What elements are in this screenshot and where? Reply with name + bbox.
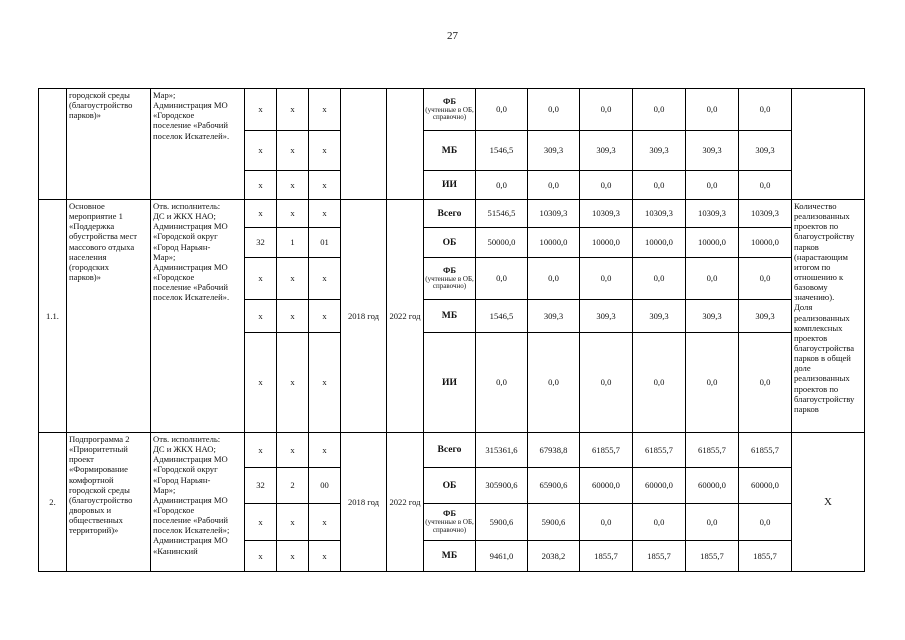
code-cell: х bbox=[309, 131, 341, 171]
value-cell: 2038,2 bbox=[528, 541, 580, 572]
code-cell: х bbox=[277, 89, 309, 131]
value-cell: 309,3 bbox=[739, 300, 792, 333]
value-cell: 60000,0 bbox=[580, 468, 633, 504]
value-cell: 0,0 bbox=[739, 89, 792, 131]
executor: Отв. исполнитель: ДС и ЖКХ НАО; Администрация МО «Городской округ «Город Нарьян- Мар»; Администрация МО «Городское поселение «Рабочий поселок Искателей»; Администрация МО «Канинский bbox=[151, 433, 245, 572]
value-cell: 0,0 bbox=[580, 258, 633, 300]
value-cell: 309,3 bbox=[739, 131, 792, 171]
value-cell: 0,0 bbox=[739, 258, 792, 300]
value-cell: 10000,0 bbox=[633, 228, 686, 258]
start-year: 2018 год bbox=[341, 433, 387, 572]
source-label: ФБ bbox=[442, 264, 457, 275]
code-cell: х bbox=[309, 200, 341, 228]
code-cell: х bbox=[245, 171, 277, 200]
code-cell: х bbox=[277, 433, 309, 468]
source-cell: Всего bbox=[424, 200, 476, 228]
code-cell: х bbox=[309, 504, 341, 541]
start-year: 2018 год bbox=[341, 200, 387, 433]
code-cell: х bbox=[245, 300, 277, 333]
value-cell: 0,0 bbox=[633, 504, 686, 541]
value-cell: 309,3 bbox=[633, 300, 686, 333]
indicator: Количество реализованных проектов по благоустройству парков (нарастающим итогом по отношению к базовому значению). Доля реализованных комплексных проектов благоустройства парков в общей доле реализованных проектов по благоустройству парков bbox=[792, 200, 865, 433]
indicator: Х bbox=[792, 433, 865, 572]
source-cell: МБ bbox=[424, 541, 476, 572]
measure-name: городской среды (благоустройство парков)» bbox=[67, 89, 151, 200]
code-cell: 2 bbox=[277, 468, 309, 504]
value-cell: 0,0 bbox=[633, 89, 686, 131]
top-row bbox=[39, 89, 865, 131]
code-cell: х bbox=[277, 300, 309, 333]
value-cell: 0,0 bbox=[580, 333, 633, 433]
source-cell: МБ bbox=[424, 300, 476, 333]
value-cell: 0,0 bbox=[580, 504, 633, 541]
source-cell bbox=[424, 504, 476, 541]
source-note: (учтенные в ОБ, справочно) bbox=[425, 105, 474, 122]
value-cell: 0,0 bbox=[528, 89, 580, 131]
value-cell: 10000,0 bbox=[686, 228, 739, 258]
code-cell: х bbox=[277, 504, 309, 541]
source-cell: ОБ bbox=[424, 228, 476, 258]
value-cell: 0,0 bbox=[476, 333, 528, 433]
value-cell: 0,0 bbox=[633, 333, 686, 433]
value-cell: 309,3 bbox=[580, 300, 633, 333]
value-cell: 1855,7 bbox=[686, 541, 739, 572]
value-cell: 65900,6 bbox=[528, 468, 580, 504]
source-note: (учтенные в ОБ, справочно) bbox=[425, 274, 474, 291]
value-cell: 61855,7 bbox=[686, 433, 739, 468]
code-cell: 01 bbox=[309, 228, 341, 258]
row-number bbox=[39, 89, 67, 200]
value-cell: 60000,0 bbox=[739, 468, 792, 504]
value-cell: 309,3 bbox=[580, 131, 633, 171]
code-cell: х bbox=[309, 433, 341, 468]
source-cell bbox=[424, 258, 476, 300]
value-cell: 0,0 bbox=[633, 258, 686, 300]
code-cell: 32 bbox=[245, 228, 277, 258]
value-cell: 309,3 bbox=[528, 131, 580, 171]
value-cell: 0,0 bbox=[686, 89, 739, 131]
start-year bbox=[341, 89, 387, 200]
value-cell: 10000,0 bbox=[528, 228, 580, 258]
r2-row bbox=[39, 433, 865, 468]
value-cell: 309,3 bbox=[633, 131, 686, 171]
value-cell: 10309,3 bbox=[686, 200, 739, 228]
value-cell: 1855,7 bbox=[739, 541, 792, 572]
value-cell: 0,0 bbox=[528, 258, 580, 300]
code-cell: х bbox=[277, 258, 309, 300]
value-cell: 0,0 bbox=[528, 171, 580, 200]
value-cell: 0,0 bbox=[528, 333, 580, 433]
value-cell: 61855,7 bbox=[739, 433, 792, 468]
code-cell: х bbox=[277, 541, 309, 572]
code-cell: х bbox=[245, 333, 277, 433]
value-cell: 0,0 bbox=[686, 171, 739, 200]
code-cell: х bbox=[309, 258, 341, 300]
end-year: 2022 год bbox=[387, 200, 424, 433]
code-cell: х bbox=[309, 89, 341, 131]
value-cell: 10309,3 bbox=[528, 200, 580, 228]
value-cell: 0,0 bbox=[633, 171, 686, 200]
value-cell: 60000,0 bbox=[633, 468, 686, 504]
value-cell: 51546,5 bbox=[476, 200, 528, 228]
value-cell: 1546,5 bbox=[476, 300, 528, 333]
source-cell: ИИ bbox=[424, 171, 476, 200]
code-cell: х bbox=[245, 200, 277, 228]
value-cell: 10000,0 bbox=[580, 228, 633, 258]
code-cell: х bbox=[245, 504, 277, 541]
value-cell: 0,0 bbox=[476, 258, 528, 300]
value-cell: 1855,7 bbox=[580, 541, 633, 572]
source-cell: ОБ bbox=[424, 468, 476, 504]
indicator bbox=[792, 89, 865, 200]
value-cell: 0,0 bbox=[686, 504, 739, 541]
code-cell: х bbox=[277, 333, 309, 433]
value-cell: 10309,3 bbox=[580, 200, 633, 228]
value-cell: 0,0 bbox=[686, 258, 739, 300]
value-cell: 0,0 bbox=[739, 171, 792, 200]
value-cell: 0,0 bbox=[739, 504, 792, 541]
code-cell: 32 bbox=[245, 468, 277, 504]
code-cell: 00 bbox=[309, 468, 341, 504]
code-cell: х bbox=[245, 541, 277, 572]
code-cell: х bbox=[309, 300, 341, 333]
value-cell: 0,0 bbox=[686, 333, 739, 433]
source-cell bbox=[424, 89, 476, 131]
value-cell: 309,3 bbox=[686, 131, 739, 171]
end-year: 2022 год bbox=[387, 433, 424, 572]
value-cell: 67938,8 bbox=[528, 433, 580, 468]
executor: Отв. исполнитель: ДС и ЖКХ НАО; Администрация МО «Городской округ «Город Нарьян- Мар»; Администрация МО «Городское поселение «Рабочий поселок Искателей». bbox=[151, 200, 245, 433]
code-cell: х bbox=[309, 171, 341, 200]
value-cell: 5900,6 bbox=[476, 504, 528, 541]
value-cell: 0,0 bbox=[739, 333, 792, 433]
measure-name: Подпрограмма 2 «Приоритетный проект «Формирование комфортной городской среды (благоустройство дворовых и общественных территорий)» bbox=[67, 433, 151, 572]
code-cell: х bbox=[245, 433, 277, 468]
source-cell: МБ bbox=[424, 131, 476, 171]
value-cell: 5900,6 bbox=[528, 504, 580, 541]
source-cell: ИИ bbox=[424, 333, 476, 433]
source-note: (учтенные в ОБ, справочно) bbox=[425, 518, 474, 534]
value-cell: 1546,5 bbox=[476, 131, 528, 171]
value-cell: 309,3 bbox=[528, 300, 580, 333]
code-cell: х bbox=[309, 333, 341, 433]
value-cell: 0,0 bbox=[476, 171, 528, 200]
code-cell: х bbox=[245, 131, 277, 171]
code-cell: х bbox=[277, 200, 309, 228]
row-number: 1.1. bbox=[39, 200, 67, 433]
code-cell: х bbox=[245, 258, 277, 300]
value-cell: 10000,0 bbox=[739, 228, 792, 258]
code-cell: х bbox=[309, 541, 341, 572]
value-cell: 0,0 bbox=[580, 89, 633, 131]
value-cell: 10309,3 bbox=[633, 200, 686, 228]
source-label: ФБ bbox=[442, 508, 457, 519]
value-cell: 0,0 bbox=[476, 89, 528, 131]
row-number: 2. bbox=[39, 433, 67, 572]
source-cell: Всего bbox=[424, 433, 476, 468]
measure-name: Основное мероприятие 1 «Поддержка обустройства мест массового отдыха населения (городских парков)» bbox=[67, 200, 151, 433]
code-cell: х bbox=[245, 89, 277, 131]
executor: Мар»; Администрация МО «Городское поселение «Рабочий поселок Искателей». bbox=[151, 89, 245, 200]
page-number: 27 bbox=[447, 30, 458, 42]
value-cell: 305900,6 bbox=[476, 468, 528, 504]
program-finance-table bbox=[38, 88, 865, 572]
value-cell: 50000,0 bbox=[476, 228, 528, 258]
r11-row bbox=[39, 200, 865, 228]
value-cell: 309,3 bbox=[686, 300, 739, 333]
value-cell: 61855,7 bbox=[580, 433, 633, 468]
value-cell: 60000,0 bbox=[686, 468, 739, 504]
source-label: ФБ bbox=[442, 95, 457, 106]
value-cell: 315361,6 bbox=[476, 433, 528, 468]
code-cell: 1 bbox=[277, 228, 309, 258]
value-cell: 0,0 bbox=[580, 171, 633, 200]
value-cell: 9461,0 bbox=[476, 541, 528, 572]
value-cell: 10309,3 bbox=[739, 200, 792, 228]
value-cell: 1855,7 bbox=[633, 541, 686, 572]
code-cell: х bbox=[277, 171, 309, 200]
value-cell: 61855,7 bbox=[633, 433, 686, 468]
end-year bbox=[387, 89, 424, 200]
code-cell: х bbox=[277, 131, 309, 171]
